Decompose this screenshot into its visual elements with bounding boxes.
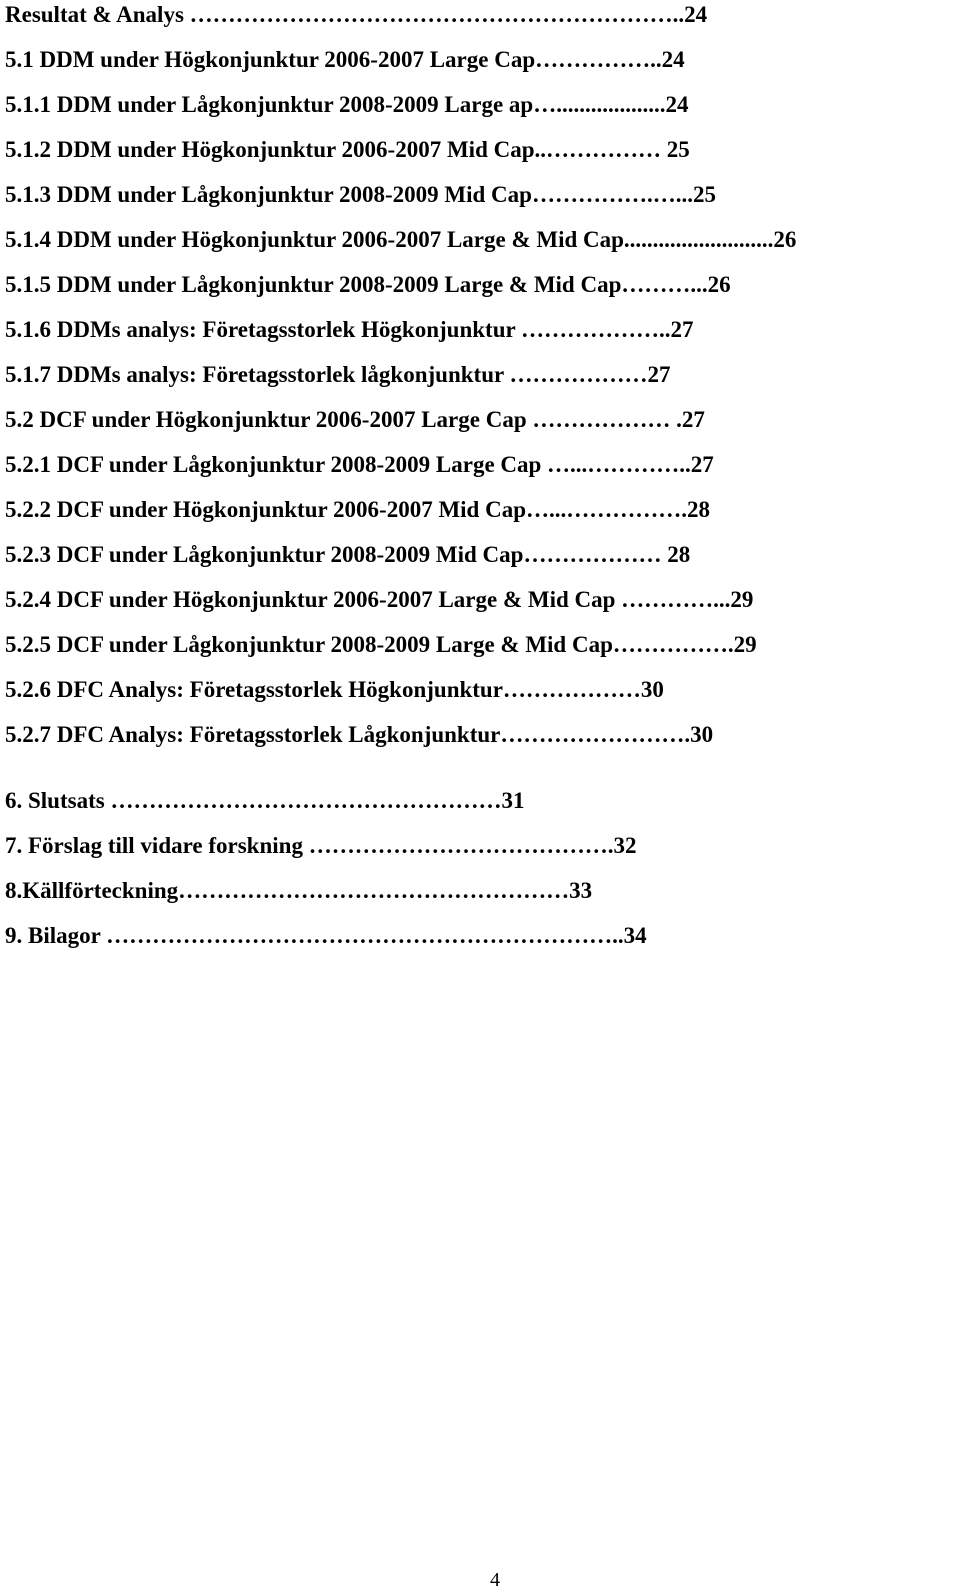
page-number: 4 <box>490 1569 500 1591</box>
toc-entry-5-2-2: 5.2.2 DCF under Högkonjunktur 2006-2007 Mid Cap…...…………….28 <box>5 497 710 522</box>
toc-entry-9-bilagor: 9. Bilagor …………………………………………………………..34 <box>5 923 647 948</box>
toc-entry-5-1-2: 5.1.2 DDM under Högkonjunktur 2006-2007 Mid Cap..…………… 25 <box>5 137 690 162</box>
toc-entry-5-2-1: 5.2.1 DCF under Lågkonjunktur 2008-2009 Large Cap …...…………..27 <box>5 452 714 477</box>
toc-entry-5-2-7: 5.2.7 DFC Analys: Företagsstorlek Lågkonjunktur…………………….30 <box>5 722 714 747</box>
toc-entry-5-2: 5.2 DCF under Högkonjunktur 2006-2007 Large Cap ……………… .27 <box>5 407 705 432</box>
toc-entry-5-1-6: 5.1.6 DDMs analys: Företagsstorlek Högkonjunktur ………………..27 <box>5 317 694 342</box>
toc-entry-resultat-analys: Resultat & Analys ………………………………………………………..24 <box>5 2 708 27</box>
toc-entry-5-1: 5.1 DDM under Högkonjunktur 2006-2007 Large Cap……………..24 <box>5 47 685 72</box>
toc-entry-5-2-5: 5.2.5 DCF under Lågkonjunktur 2008-2009 Large & Mid Cap…………….29 <box>5 632 757 657</box>
toc-entry-5-1-4: 5.1.4 DDM under Högkonjunktur 2006-2007 Large & Mid Cap..........................26 <box>5 227 797 252</box>
toc-entry-5-2-6: 5.2.6 DFC Analys: Företagsstorlek Högkonjunktur………………30 <box>5 677 664 702</box>
toc-entry-5-1-7: 5.1.7 DDMs analys: Företagsstorlek lågkonjunktur ………………27 <box>5 362 671 387</box>
toc-entry-5-1-3: 5.1.3 DDM under Lågkonjunktur 2008-2009 Mid Cap…………….…...25 <box>5 182 716 207</box>
toc-entry-7-forslag: 7. Förslag till vidare forskning ………………………………….32 <box>5 833 637 858</box>
toc-entry-5-1-1: 5.1.1 DDM under Lågkonjunktur 2008-2009 Large ap…...................24 <box>5 92 689 117</box>
toc-entry-8-kallforteckning: 8.Källförteckning……………………………………………33 <box>5 878 593 903</box>
toc-entry-5-2-4: 5.2.4 DCF under Högkonjunktur 2006-2007 Large & Mid Cap …………...29 <box>5 587 754 612</box>
toc-entry-5-2-3: 5.2.3 DCF under Lågkonjunktur 2008-2009 Mid Cap……………… 28 <box>5 542 691 567</box>
toc-entry-6-slutsats: 6. Slutsats ……………………………………………31 <box>5 788 525 813</box>
toc-entry-5-1-5: 5.1.5 DDM under Lågkonjunktur 2008-2009 Large & Mid Cap………...26 <box>5 272 731 297</box>
